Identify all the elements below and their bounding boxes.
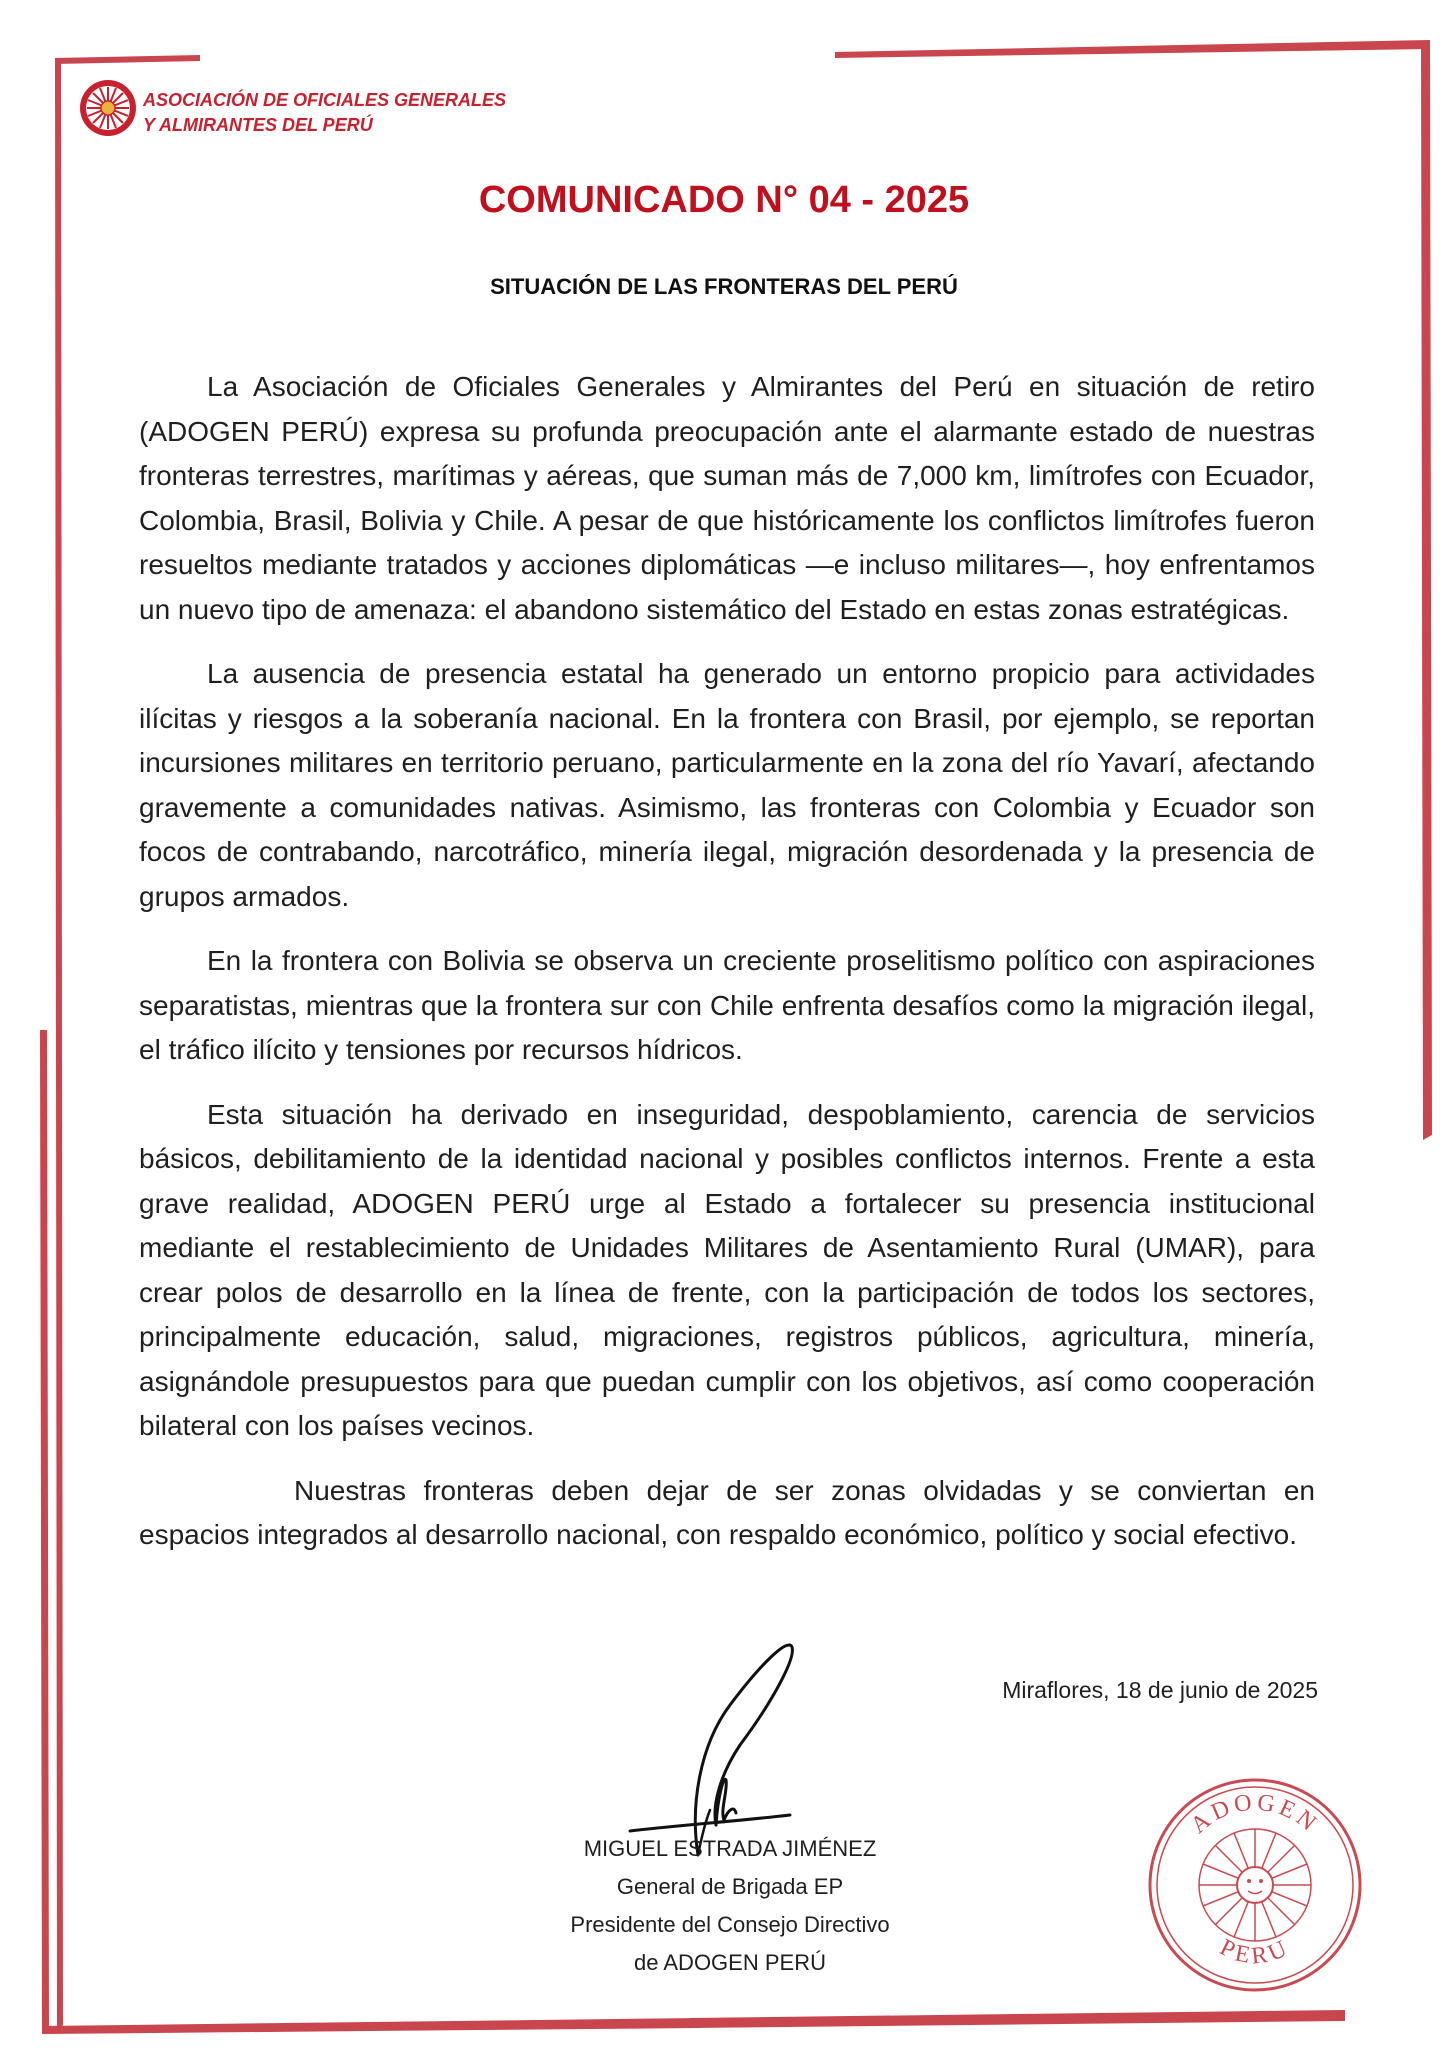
signatory-block — [500, 1830, 960, 1982]
organization-name — [143, 88, 543, 138]
signatory-role: Presidente del Consejo Directivo — [570, 1912, 890, 1937]
paragraph-2: La ausencia de presencia estatal ha generado un entorno propicio para actividades ilícitas y riesgos a la soberanía nacional. En la frontera con Brasil, por ejemplo, se reportan incursiones militares en territorio peruano, particularmente en la zona del río Yavarí, afectando gravemente a comunidades nativas. Asimismo, las fronteras con Colombia y Ecuador son focos de contrabando, narcotráfico, minería ilegal, migración desordenada y la presencia de grupos armados. — [139, 658, 1315, 912]
document-subtitle: SITUACIÓN DE LAS FRONTERAS DEL PERÚ — [490, 274, 958, 299]
paragraph-5: Nuestras fronteras deben dejar de ser zonas olvidadas y se conviertan en espacios integrados al desarrollo nacional, con respaldo económico, político y social efectivo. — [139, 1474, 1315, 1550]
paragraph-4: Esta situación ha derivado en inseguridad, despoblamiento, carencia de servicios básicos, debilitamiento de la identidad nacional y posibles conflictos internos. Frente a esta grave realidad, ADOGEN PERÚ urge al Estado a fortalecer su presencia institucional mediante el restablecimiento de Unidades Militares de Asentamiento Rural (UMAR), para crear polos de desarrollo en la línea de frente, con la participación de todos los sectores, principalmente educación, salud, migraciones, registros públicos, agricultura, minería, asignándole presupuestos para que puedan cumplir con los objetivos, así como cooperación bilateral con los países vecinos. — [139, 1098, 1315, 1441]
header — [78, 78, 538, 148]
document-body — [139, 365, 1315, 1578]
signatory-name: MIGUEL ESTRADA JIMÉNEZ — [583, 1836, 877, 1861]
signatory-organization: de ADOGEN PERÚ — [634, 1950, 826, 1975]
seal-text-top: ADOGEN — [1186, 1789, 1324, 1839]
org-name-line-1: ASOCIACIÓN DE OFICIALES GENERALES — [143, 90, 507, 110]
adogen-seal-icon — [1140, 1770, 1370, 2000]
paragraph-3: En la frontera con Bolivia se observa un creciente proselitismo político con aspiraciones separatistas, mientras que la frontera sur con Chile enfrenta desafíos como la migración ilegal, el tráfico ilícito y tensiones por recursos hídricos. — [139, 945, 1315, 1065]
org-name-line-2: Y ALMIRANTES DEL PERÚ — [143, 115, 373, 135]
signatory-rank: General de Brigada EP — [616, 1874, 844, 1899]
paragraph-1: La Asociación de Oficiales Generales y Almirantes del Perú en situación de retiro (ADOGEN PERÚ) expresa su profunda preocupación ante el alarmante estado de nuestras fronteras terrestres, marítimas y aéreas, que suman más de 7,000 km, limítrofes con Ecuador, Colombia, Brasil, Bolivia y Chile. A pesar de que históricamente los conflictos limítrofes fueron resueltos mediante tratados y acciones diplomáticas —e incluso militares—, hoy enfrentamos un nuevo tipo de amenaza: el abandono sistemático del Estado en estas zonas estratégicas. — [139, 371, 1315, 625]
date-line: Miraflores, 18 de junio de 2025 — [1002, 1677, 1318, 1703]
adogen-logo-icon — [78, 78, 138, 138]
seal-text-bottom: PERU — [1215, 1934, 1295, 1970]
document-title: COMUNICADO N° 04 - 2025 — [478, 179, 970, 221]
